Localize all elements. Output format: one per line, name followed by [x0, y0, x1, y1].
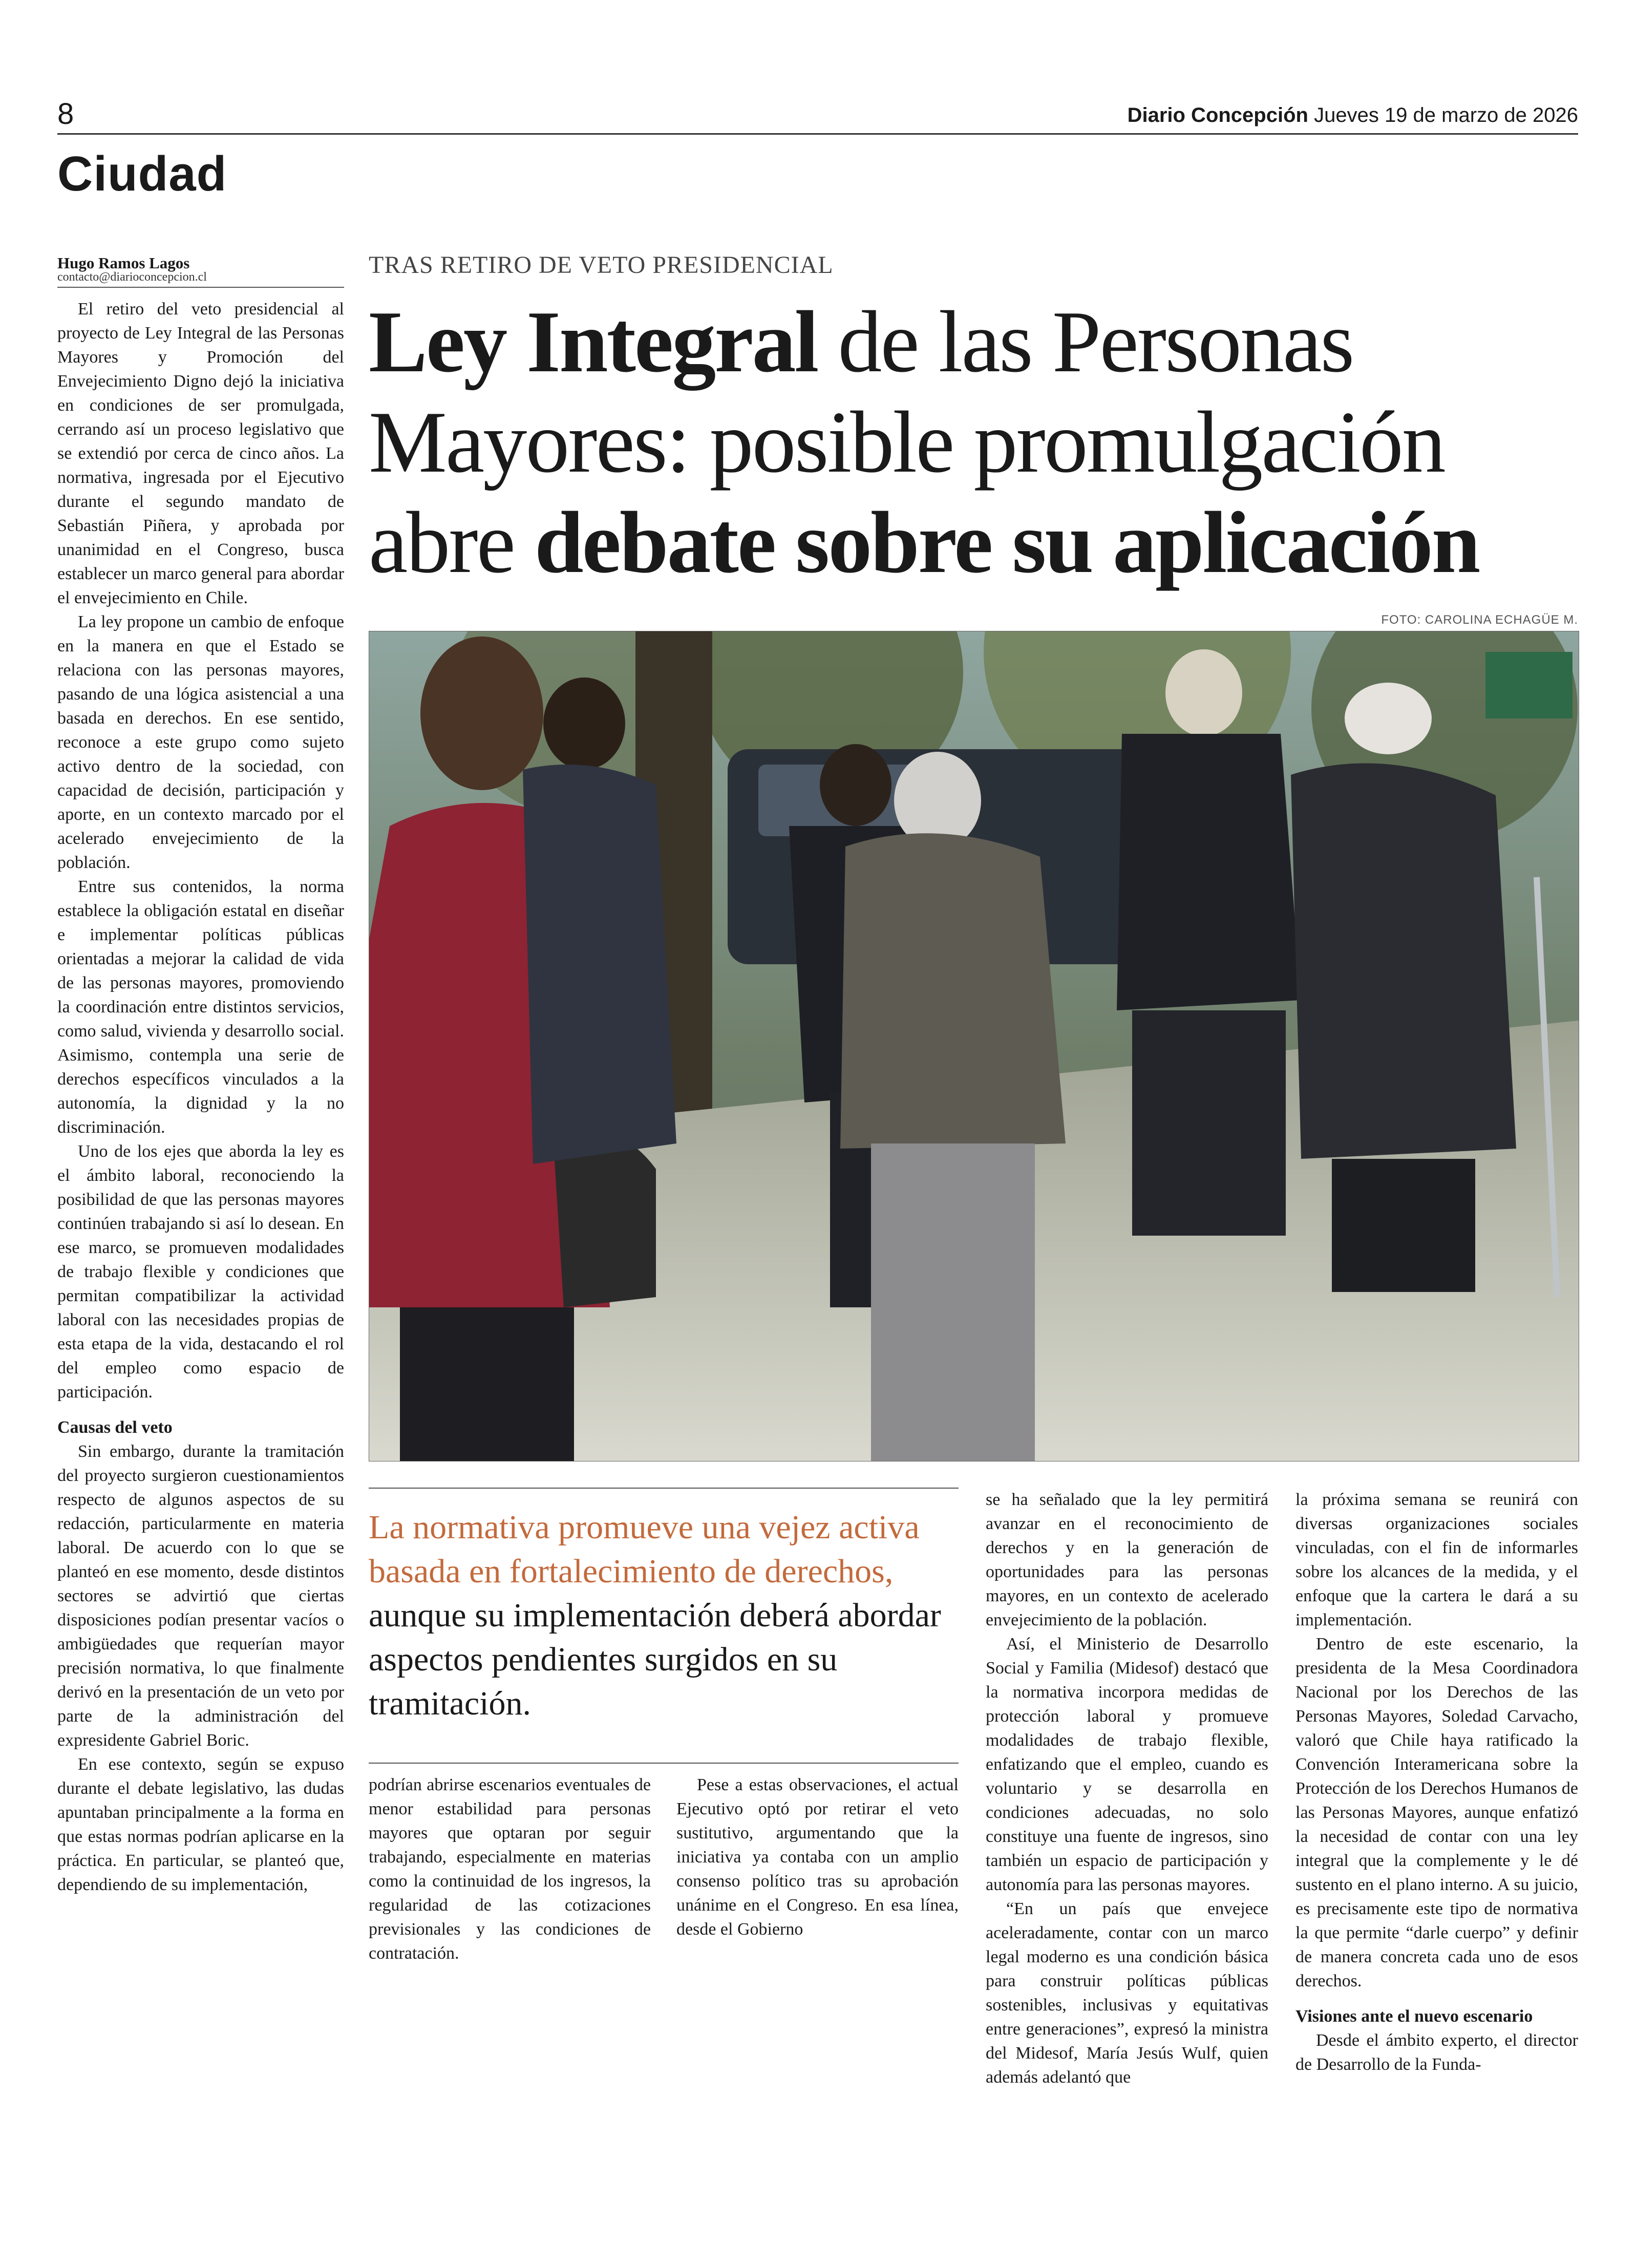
kicker: TRAS RETIRO DE VETO PRESIDENCIAL — [369, 251, 834, 279]
paragraph: El retiro del veto presidencial al proyecto de Ley Integral de las Personas Mayores y Promoción del Envejecimiento Digno dejó la iniciativa en condiciones de ser promulgada, cerrando así un proceso legislativo que se extendió por cerca de cinco años. La normativa, ingresada por el Ejecutivo durante el segundo mandato de Sebastián Piñera, y aprobada por unanimidad en el Congreso, busca establecer un marco general para abordar el envejecimiento en Chile. — [57, 300, 344, 607]
paragraph: Uno de los ejes que aborda la ley es el ámbito laboral, reconociendo la posibilidad de que las personas mayores continúen trabajando si así lo desean. En ese marco, se promueven modalidades de trabajo flexible y condiciones que permitan compatibilizar la actividad laboral con las necesidades propias de esta etapa de la vida, destacando el rol del empleo como espacio de participación. — [57, 1142, 344, 1402]
page-number: 8 — [57, 97, 74, 131]
paragraph: Así, el Ministerio de Desarrollo Social y Familia (Midesof) destacó que la normativa incorpora medidas de protección laboral y promueve modalidades de trabajo flexible, enfatizando que el empleo, cuando es voluntario y se desarrolla en condiciones adecuadas, no solo constituye una fuente de ingresos, sino también un espacio de participación y autonomía para las personas mayores. — [986, 1635, 1268, 1894]
author-email: contacto@diarioconcepcion.cl — [57, 270, 207, 284]
paragraph: Entre sus contenidos, la norma establece la obligación estatal en diseñar e implementar políticas públicas orientadas a mejorar la calidad de vida de las personas mayores, promoviendo la coordinación entre distintos servicios, como salud, vivienda y desarrollo social. Asimismo, contempla una serie de derechos específicos vinculados a la autonomía, la dignidad y la no discriminación. — [57, 877, 344, 1137]
pullquote-highlight: La normativa promueve una vejez activa basada en fortalecimiento de derechos, — [369, 1509, 920, 1590]
subheading: Causas del veto — [57, 1418, 173, 1437]
paragraph: “En un país que envejece aceleradamente, contar con un marco legal moderno es una condición básica para construir políticas públicas sostenibles, inclusivas y equitativas entre generaciones”, expresó la ministra del Midesof, María Jesús Wulf, quien además adelantó que — [986, 1899, 1268, 2087]
headline-regular: de las Personas Mayores: posible promulgación abre — [369, 293, 1444, 591]
subheading: Visiones ante el nuevo escenario — [1295, 2007, 1533, 2026]
paragraph: Dentro de este escenario, la presidenta de la Mesa Coordinadora Nacional por los Derechos de las Personas Mayores, Soledad Carvacho, valoró que Chile haya ratificado la Convención Interamericana sobre la Protección de los Derechos Humanos de las Personas Mayores, aunque enfatizó la necesidad de contar con una ley integral que la complemente y le dé sustento en el plano interno. A su juicio, es precisamente este tipo de normativa la que permite “darle cuerpo” y definir de manera concreta cada uno de esos derechos. — [1295, 1635, 1578, 1990]
pullquote-bottom-rule — [369, 1763, 959, 1764]
issue-date: Jueves 19 de marzo de 2026 — [1314, 104, 1578, 126]
headline — [369, 292, 1587, 593]
article-photo — [369, 631, 1579, 1461]
byline-rule — [57, 287, 344, 288]
headline-bold-2: debate sobre su aplicación — [534, 494, 1479, 591]
header-rule — [57, 133, 1578, 135]
paragraph: se ha señalado que la ley permitirá avanzar en el reconocimiento de derechos y en la generación de oportunidades para las personas mayores, en un contexto de acelerado envejecimiento de la población. — [986, 1490, 1268, 1629]
author-name: Hugo Ramos Lagos — [57, 254, 190, 272]
paragraph: Sin embargo, durante la tramitación del proyecto surgieron cuestionamientos respecto de algunos aspectos de su redacción, particularmente en materia laboral. De acuerdo con lo que se planteó en ese momento, desde distintos sectores se advirtió que ciertas disposiciones podían presentar vacíos o ambigüedades que requerían mayor precisión normativa, lo que finalmente derivó en la presentación de un veto por parte de la administración del expresidente Gabriel Boric. — [57, 1442, 344, 1750]
pullquote-top-rule — [369, 1488, 959, 1489]
paragraph: En ese contexto, según se expuso durante el debate legislativo, las dudas apuntaban principalmente a la forma en que estas normas podrían aplicarse en la práctica. En particular, se planteó que, dependiendo de su implementación, — [57, 1755, 344, 1894]
pullquote — [369, 1506, 959, 1726]
photo-credit: FOTO: CAROLINA ECHAGÜE M. — [1381, 613, 1578, 627]
article-column-4 — [986, 1488, 1268, 2089]
paragraph: podrían abrirse escenarios eventuales de menor estabilidad para personas mayores que optaran por seguir trabajando, especialmente en materias como la continuidad de los ingresos, la regularidad de las cotizaciones previsionales y las condiciones de contratación. — [369, 1775, 651, 1963]
paragraph: Desde el ámbito experto, el director de Desarrollo de la Funda- — [1295, 2031, 1578, 2074]
paragraph: la próxima semana se reunirá con diversas organizaciones sociales vinculadas, con el fin de informarles sobre los alcances de la medida, y el enfoque que la cartera le dará a su implementación. — [1295, 1490, 1578, 1629]
publication-name: Diario Concepción — [1127, 104, 1308, 126]
article-column-1 — [57, 297, 344, 1897]
photo-illustration — [369, 631, 1579, 1461]
paragraph: Pese a estas observaciones, el actual Ejecutivo optó por retirar el veto sustitutivo, argumentando que la iniciativa ya contaba con un amplio consenso político tras su aprobación unánime en el Congreso. En esa línea, desde el Gobierno — [676, 1775, 959, 1939]
section-title: Ciudad — [57, 146, 227, 201]
headline-bold-1: Ley Integral — [369, 293, 818, 391]
article-column-3 — [369, 1773, 959, 1965]
masthead — [1128, 102, 1578, 128]
paragraph: La ley propone un cambio de enfoque en la manera en que el Estado se relaciona con las personas mayores, pasando de una lógica asistencial a una basada en derechos. En ese sentido, reconoce a este grupo como sujeto activo dentro de la sociedad, con capacidad de decisión, participación y aporte, en un contexto marcado por el acelerado envejecimiento de la población. — [57, 612, 344, 872]
pullquote-text: aunque su implementación deberá abordar aspectos pendientes surgidos en su tramitación. — [369, 1597, 941, 1722]
article-column-5 — [1295, 1488, 1578, 2076]
